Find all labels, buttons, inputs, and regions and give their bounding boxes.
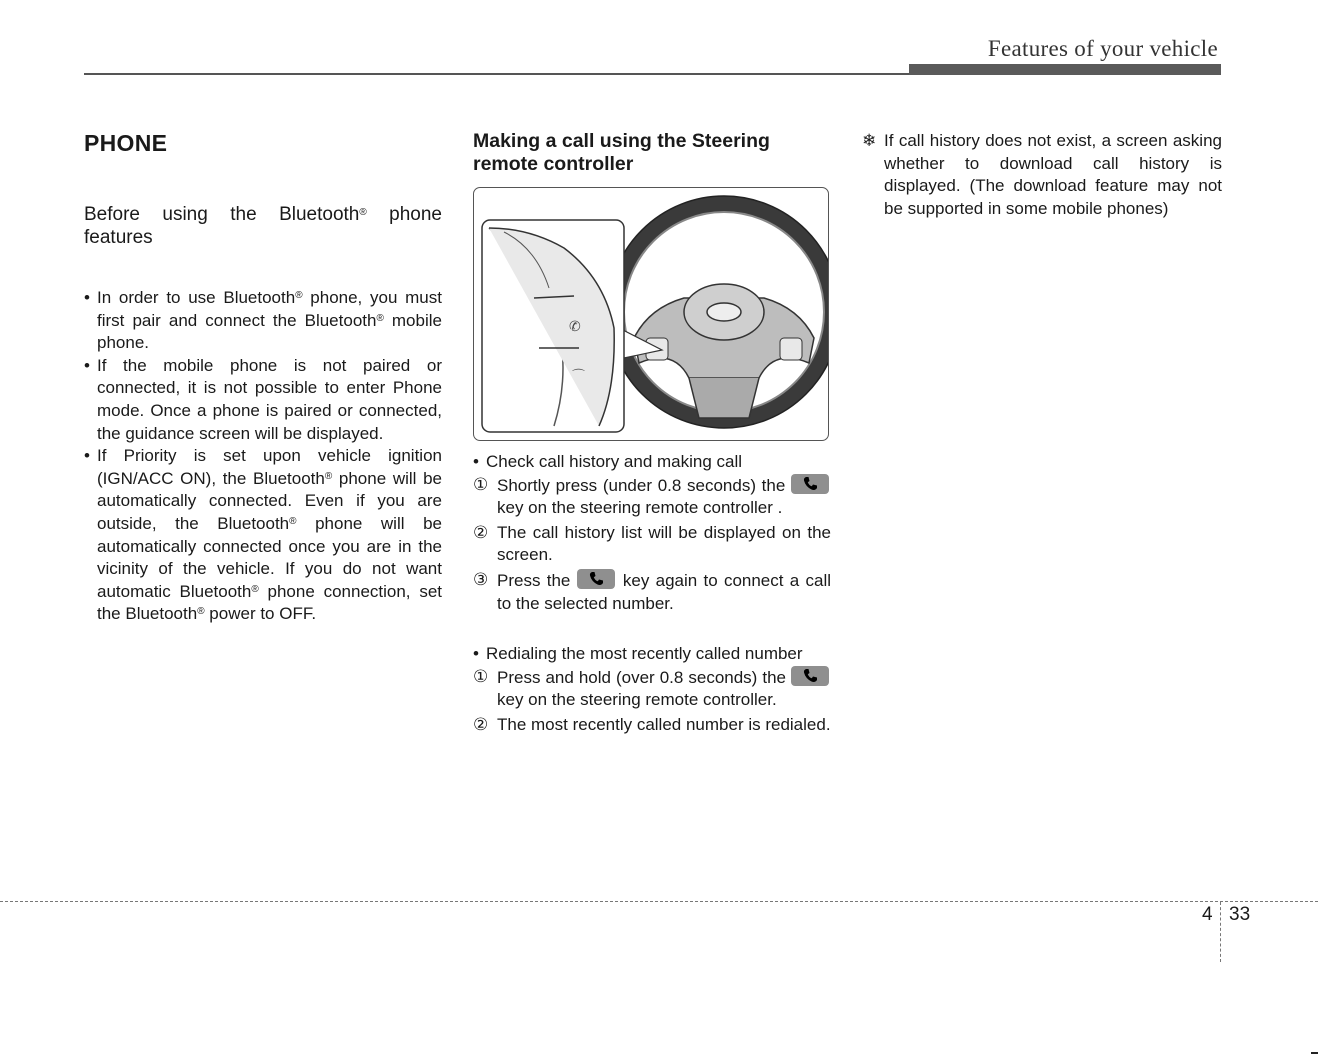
- redial-heading: • Redialing the most recently called number: [473, 643, 831, 666]
- text: key again to connect a call to the selected number.: [497, 570, 831, 613]
- step-number: ②: [473, 522, 489, 542]
- text: Press and hold (over 0.8 seconds) the: [497, 667, 791, 687]
- left-column: [84, 130, 442, 626]
- text: phone will be automatically connected. Even if you are outside, the Bluetooth: [97, 468, 442, 533]
- chapter-number: 4: [1202, 904, 1213, 925]
- registered-mark: ®: [359, 207, 367, 218]
- footer-separator: [1220, 902, 1221, 962]
- phone-key-icon: [577, 569, 615, 589]
- bullet-item: [84, 287, 442, 355]
- intro-text-end: phone features: [84, 204, 442, 248]
- step-number: ③: [473, 569, 489, 589]
- call-history-section: [473, 451, 831, 737]
- step-item: [473, 522, 831, 567]
- phone-key-icon: [791, 666, 829, 686]
- registered-mark: ®: [324, 470, 333, 482]
- registered-mark: ®: [289, 515, 297, 527]
- note-mark-icon: ❄: [862, 131, 877, 150]
- bullet-item: [84, 445, 442, 626]
- registered-mark: ®: [197, 606, 205, 618]
- note-text: If call history does not exist, a screen asking whether to download call history is displayed. (The download feature may not be supported in some mobile phones): [884, 131, 1222, 218]
- step-item: [473, 666, 831, 712]
- header-rule: [84, 73, 909, 75]
- text: key on the steering remote controller.: [497, 690, 777, 710]
- text: phone, you must first pair and connect the Bluetooth: [97, 288, 442, 330]
- text: phone connection, set the Bluetooth: [97, 581, 443, 624]
- right-column: [862, 130, 1222, 220]
- note-paragraph: [862, 130, 1222, 220]
- bullet-item: [84, 355, 442, 445]
- running-header: Features of your vehicle: [987, 36, 1218, 61]
- steering-wheel-icon: [474, 188, 829, 441]
- svg-text:✆: ✆: [569, 319, 581, 335]
- section-title: PHONE: [84, 130, 168, 156]
- text: If Priority is set upon vehicle ignition (IGN/ACC ON), the Bluetooth: [97, 446, 442, 488]
- registered-mark: ®: [376, 312, 384, 324]
- steering-wheel-illustration: [473, 187, 829, 441]
- page-number: 33: [1229, 904, 1251, 925]
- text: The most recently called number is redialed.: [497, 714, 831, 734]
- registered-mark: ®: [251, 583, 259, 595]
- step-number: ①: [473, 666, 489, 686]
- text: power to OFF.: [204, 604, 317, 624]
- phone-key-icon: [791, 474, 829, 494]
- step-number: ②: [473, 714, 489, 734]
- text: phone will be automatically connected once you are in the vicinity of the vehicle. If you do not want automatic Bluetooth: [97, 513, 442, 601]
- text: key on the steering remote controller .: [497, 498, 783, 518]
- bullet-list: [84, 287, 442, 626]
- footer-rule: [0, 901, 1318, 902]
- step-item: [473, 569, 831, 615]
- registered-mark: ®: [295, 290, 303, 301]
- header-bar: [909, 64, 1221, 75]
- subsection-title: Making a call using the Steering remote controller: [473, 130, 770, 175]
- text: The call history list will be displayed on the screen.: [497, 522, 831, 565]
- spacer: [473, 617, 831, 643]
- text: Shortly press (under 0.8 seconds) the: [497, 475, 791, 495]
- text: If the mobile phone is not paired or connected, it is not possible to enter Phone mode. Once a phone is paired or connected, the guidance screen will be displayed.: [97, 355, 442, 443]
- text: Press the: [497, 570, 577, 590]
- middle-column: [473, 130, 831, 739]
- text: mobile phone.: [97, 310, 442, 353]
- corner-mark: [1311, 1052, 1318, 1054]
- text: In order to use Bluetooth: [97, 288, 296, 307]
- svg-text:⌒: ⌒: [572, 369, 586, 384]
- check-heading: • Check call history and making call: [473, 451, 831, 474]
- intro-paragraph: [84, 203, 442, 249]
- step-item: [473, 714, 831, 737]
- step-item: [473, 474, 831, 520]
- intro-text: Before using the Bluetooth: [84, 204, 360, 225]
- step-number: ①: [473, 474, 489, 494]
